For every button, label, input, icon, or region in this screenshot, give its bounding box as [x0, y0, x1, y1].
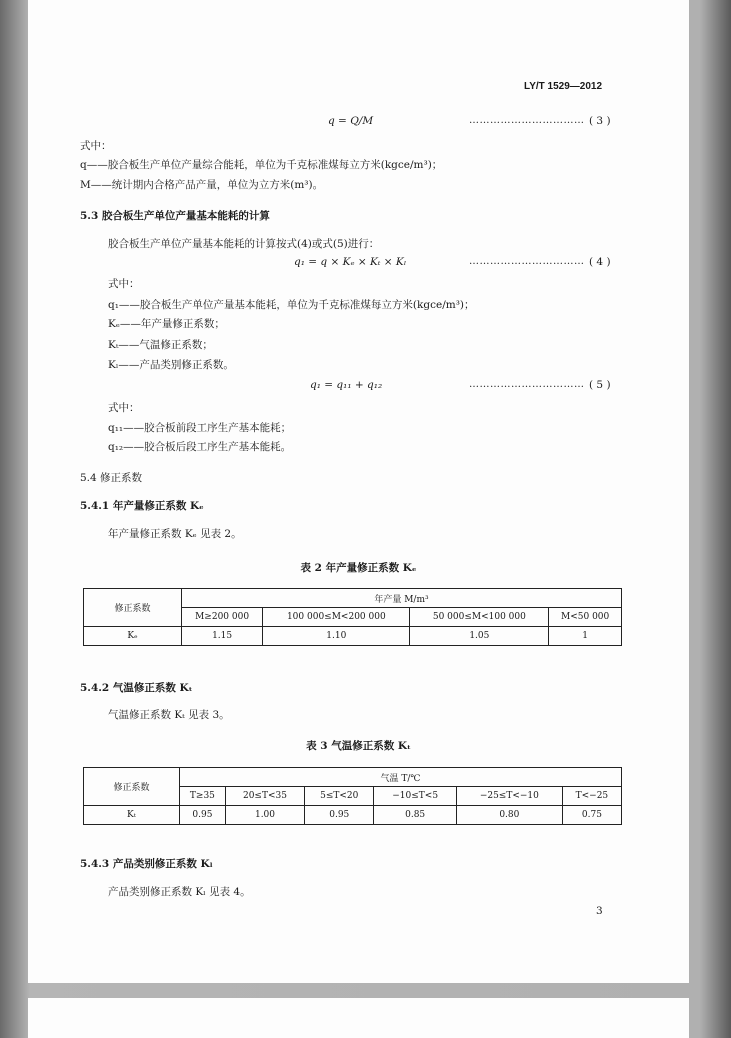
equation-5-number: ( 5 ) [589, 379, 611, 391]
table-2-caption: 表 2 年产量修正系数 Kₑ [300, 562, 417, 574]
table-row-label: Kₑ [84, 627, 182, 646]
table-3 [83, 767, 622, 825]
table-cell: 0.85 [374, 806, 457, 825]
table-cell: 1.05 [410, 627, 549, 646]
section-5-4-2-text: 气温修正系数 Kₜ 见表 3。 [108, 709, 230, 721]
where-label: 式中： [108, 278, 140, 290]
table-column-header: T≥35 [180, 787, 226, 806]
table-column-header: −25≤T<−10 [456, 787, 562, 806]
section-5-4-1-text: 年产量修正系数 Kₑ 见表 2。 [108, 528, 242, 540]
table-cell: 1.15 [182, 627, 263, 646]
table-column-header: −10≤T<5 [374, 787, 457, 806]
table-row-header: 修正系数 [84, 768, 180, 806]
where-line: q——胶合板生产单位产量综合能耗，单位为千克标准煤每立方米(kgce/m³)； [80, 159, 443, 171]
section-5-4-3-text: 产品类别修正系数 Kₗ 见表 4。 [108, 886, 251, 898]
equation-5: q₁ = q₁₁ + q₁₂ [310, 379, 383, 391]
table-row-header: 修正系数 [84, 589, 182, 627]
table-cell: 0.95 [180, 806, 226, 825]
section-5-4-1-title: 5.4.1 年产量修正系数 Kₑ [80, 500, 204, 512]
where-label: 式中： [108, 402, 140, 414]
page-number: 3 [596, 905, 603, 917]
table-group-header: 气温 T/℃ [180, 768, 622, 787]
section-5-4-2-title: 5.4.2 气温修正系数 Kₜ [80, 682, 193, 694]
where-line: q₁——胶合板生产单位产量基本能耗，单位为千克标准煤每立方米(kgce/m³)； [108, 299, 475, 311]
where-line: q₁₂——胶合板后段工序生产基本能耗。 [108, 441, 292, 453]
section-5-4-3-title: 5.4.3 产品类别修正系数 Kₗ [80, 858, 213, 870]
table-cell: 0.95 [305, 806, 374, 825]
table-column-header: 20≤T<35 [225, 787, 304, 806]
where-line: M——统计期内合格产品产量，单位为立方米(m³)。 [80, 179, 324, 191]
standard-id: LY/T 1529—2012 [524, 81, 603, 92]
equation-3-leader: …………………………… [469, 115, 585, 126]
section-5-4-title: 5.4 修正系数 [80, 472, 143, 484]
equation-4: q₁ = q × Kₑ × Kₜ × Kₗ [294, 256, 407, 268]
equation-4-number: ( 4 ) [589, 256, 611, 268]
where-label: 式中： [80, 140, 112, 152]
table-column-header: M<50 000 [549, 608, 622, 627]
table-cell: 0.80 [456, 806, 562, 825]
table-cell: 1 [549, 627, 622, 646]
table-3-caption: 表 3 气温修正系数 Kₜ [306, 740, 411, 752]
where-line: Kₗ——产品类别修正系数。 [108, 359, 234, 371]
table-cell: 1.00 [225, 806, 304, 825]
section-5-3-intro: 胶合板生产单位产量基本能耗的计算按式(4)或式(5)进行： [108, 238, 380, 250]
table-column-header: M≥200 000 [182, 608, 263, 627]
equation-5-leader: …………………………… [469, 379, 585, 390]
table-cell: 0.75 [562, 806, 621, 825]
table-2 [83, 588, 622, 646]
equation-3-number: ( 3 ) [589, 115, 611, 127]
where-line: q₁₁——胶合板前段工序生产基本能耗； [108, 422, 292, 434]
equation-3: q = Q/M [328, 115, 374, 127]
where-line: Kₜ——气温修正系数； [108, 339, 213, 351]
table-column-header: T<−25 [562, 787, 621, 806]
table-group-header: 年产量 M/m³ [182, 589, 622, 608]
equation-4-leader: …………………………… [469, 256, 585, 267]
table-column-header: 50 000≤M<100 000 [410, 608, 549, 627]
where-line: Kₑ——年产量修正系数； [108, 318, 225, 330]
table-column-header: 100 000≤M<200 000 [263, 608, 410, 627]
table-column-header: 5≤T<20 [305, 787, 374, 806]
next-page-edge [28, 998, 689, 1038]
table-cell: 1.10 [263, 627, 410, 646]
table-row-label: Kₜ [84, 806, 180, 825]
section-5-3-title: 5.3 胶合板生产单位产量基本能耗的计算 [80, 210, 270, 222]
document-page [28, 0, 689, 983]
